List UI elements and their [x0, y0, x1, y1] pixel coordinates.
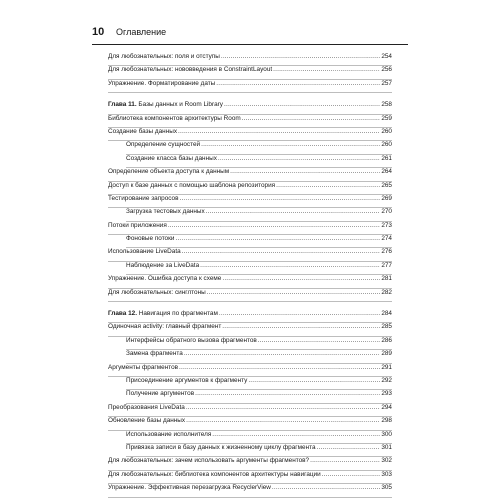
toc-page-number: 281 [381, 275, 392, 283]
toc-page-number: 302 [381, 457, 392, 465]
dot-leader [219, 310, 380, 317]
dot-leader [216, 80, 380, 87]
dot-leader [258, 337, 381, 344]
toc-page-number: 282 [381, 288, 392, 296]
toc-page-number: 300 [381, 430, 392, 438]
toc-entry-title: Определение сущностей [126, 141, 201, 149]
toc-page-number: 256 [381, 66, 392, 74]
toc-entry-title: Доступ к базе данных с помощью шаблона репозитория [108, 181, 276, 189]
dot-leader [222, 275, 380, 282]
dot-leader [273, 66, 380, 73]
toc-entry[interactable] [108, 337, 392, 350]
toc-entry[interactable] [108, 377, 392, 390]
toc-entry-title: Присоединение аргументов к фрагменту [126, 376, 248, 384]
table-of-contents [108, 53, 392, 498]
toc-page-number: 273 [381, 221, 392, 229]
toc-page-number: 265 [381, 181, 392, 189]
toc-entry-title: Упражнение. Эффективная перезагрузка RecyclerView [108, 484, 271, 492]
toc-entry-title: Наблюдение за LiveData [126, 261, 200, 269]
toc-entry[interactable] [108, 350, 392, 363]
running-title: Оглавление [116, 27, 167, 37]
toc-entry[interactable] [108, 182, 392, 195]
dot-leader [276, 182, 380, 189]
section-gap [108, 302, 392, 310]
toc-entry[interactable] [108, 141, 392, 154]
toc-entry-title: Для любознательных: библиотека компонентов архитектуры навигации [108, 470, 321, 478]
toc-entry[interactable] [108, 444, 392, 457]
toc-entry-title: Загрузка тестовых данных [126, 208, 205, 216]
toc-entry[interactable] [108, 323, 392, 336]
toc-entry[interactable] [108, 168, 392, 181]
dot-leader [230, 168, 380, 175]
toc-entry[interactable] [108, 222, 392, 235]
toc-page-number: 301 [381, 443, 392, 451]
dot-leader [207, 289, 381, 296]
toc-entry[interactable] [108, 248, 392, 261]
toc-entry[interactable] [108, 262, 392, 275]
toc-entry[interactable] [108, 128, 392, 141]
toc-entry[interactable] [108, 289, 392, 302]
toc-page-number: 274 [381, 235, 392, 243]
toc-entry[interactable] [108, 275, 392, 288]
dot-leader [184, 350, 381, 357]
toc-entry-title: Обновление базы данных [108, 417, 186, 425]
toc-entry-title: Интерфейсы обратного вызова фрагментов [126, 336, 257, 344]
dot-leader [206, 208, 381, 215]
toc-entry-title [108, 101, 223, 108]
dot-leader [224, 101, 380, 108]
toc-page-number: 276 [381, 248, 392, 256]
toc-entry-title: Фоновые потоки [126, 235, 175, 243]
toc-entry-title [108, 310, 218, 317]
toc-page-number: 260 [381, 127, 392, 135]
dot-leader [175, 235, 380, 242]
toc-entry-title: Библиотека компонентов архитектуры Room [108, 114, 241, 122]
toc-page-number: 264 [381, 168, 392, 176]
dot-leader [317, 444, 381, 451]
toc-entry-title: Привязка записи в базу данных к жизненному циклу фрагмента [126, 443, 316, 451]
chapter-title: Базы данных и Room Library [138, 101, 223, 109]
page-number: 10 [92, 26, 105, 38]
toc-page-number: 257 [381, 79, 392, 87]
dot-leader [248, 377, 380, 384]
dot-leader [179, 364, 380, 371]
chapter-number: Глава 12. [108, 310, 137, 318]
toc-entry-title: Упражнение. Форматирование даты [108, 79, 216, 87]
toc-entry-title: Потоки приложения [108, 221, 167, 229]
toc-entry[interactable] [108, 404, 392, 417]
dot-leader [182, 248, 381, 255]
toc-entry-title: Определение объекта доступа к данным [108, 168, 230, 176]
toc-entry[interactable] [108, 390, 392, 403]
dot-leader [200, 262, 380, 269]
dot-leader [186, 417, 380, 424]
toc-page-number: 294 [381, 403, 392, 411]
toc-page-number: 270 [381, 208, 392, 216]
toc-chapter-entry[interactable] [108, 310, 392, 323]
toc-page-number: 260 [381, 141, 392, 149]
toc-entry[interactable] [108, 155, 392, 168]
dot-leader [178, 128, 380, 135]
toc-page-number: 303 [381, 470, 392, 478]
toc-entry[interactable] [108, 235, 392, 248]
dot-leader [322, 471, 381, 478]
toc-entry-title: Одиночная activity: главный фрагмент [108, 323, 222, 331]
dot-leader [218, 155, 380, 162]
dot-leader [221, 53, 380, 60]
toc-entry[interactable] [108, 457, 392, 470]
toc-entry-title: Для любознательных: зачем использовать аргументы фрагментов? [108, 457, 310, 465]
toc-entry-title: Для любознательных: поля и отступы [108, 53, 220, 60]
toc-entry[interactable] [108, 80, 392, 93]
toc-entry[interactable] [108, 195, 392, 208]
dot-leader [242, 115, 381, 122]
chapter-number: Глава 11. [108, 101, 137, 109]
toc-page-number: 284 [381, 310, 392, 318]
dot-leader [201, 141, 380, 148]
chapter-title: Навигация по фрагментам [138, 310, 218, 318]
toc-page-number: 292 [381, 376, 392, 384]
toc-entry-title: Получение аргументов [126, 390, 195, 398]
toc-page-number: 289 [381, 350, 392, 358]
toc-entry[interactable] [108, 208, 392, 221]
toc-entry-title: Использование LiveData [108, 248, 181, 256]
dot-leader [222, 323, 380, 330]
toc-page-number: 261 [381, 154, 392, 162]
toc-entry[interactable] [108, 484, 392, 497]
section-gap [108, 93, 392, 101]
dot-leader [168, 222, 381, 229]
toc-entry[interactable] [108, 66, 392, 79]
dot-leader [212, 431, 380, 438]
toc-page-number: 285 [381, 323, 392, 331]
toc-entry-title: Аргументы фрагментов [108, 363, 179, 371]
toc-entry-title: Для любознательных: нововведения в ConstraintLayout [108, 66, 273, 74]
toc-page-number: 269 [381, 194, 392, 202]
toc-entry-title: Для любознательных: синглтоны [108, 288, 206, 296]
toc-entry[interactable] [108, 115, 392, 128]
toc-page-number: 305 [381, 484, 392, 492]
toc-page-number: 298 [381, 417, 392, 425]
toc-page-number: 293 [381, 390, 392, 398]
dot-leader [272, 484, 380, 491]
toc-page-number: 254 [381, 53, 392, 60]
toc-page-number: 277 [381, 261, 392, 269]
toc-page-number: 259 [381, 114, 392, 122]
toc-entry[interactable] [108, 471, 392, 484]
toc-entry[interactable] [108, 417, 392, 430]
toc-page-number: 258 [381, 101, 392, 109]
dot-leader [186, 404, 381, 411]
toc-entry-title: Создание класса базы данных [126, 154, 217, 162]
toc-entry-title: Тестирование запросов [108, 194, 179, 202]
toc-entry-title: Замена фрагмента [126, 350, 183, 358]
toc-page-number: 291 [381, 363, 392, 371]
dot-leader [195, 390, 380, 397]
toc-entry[interactable] [108, 364, 392, 377]
toc-entry-title: Создание базы данных [108, 127, 178, 135]
dot-leader [179, 195, 380, 202]
toc-entry-title: Преобразования LiveData [108, 403, 185, 411]
toc-page-number: 286 [381, 336, 392, 344]
dot-leader [310, 457, 380, 464]
running-header [92, 26, 408, 45]
toc-entry[interactable] [108, 431, 392, 444]
toc-entry[interactable] [108, 53, 392, 66]
toc-entry-title: Упражнение. Ошибка доступа к схеме [108, 275, 222, 283]
toc-chapter-entry[interactable] [108, 101, 392, 114]
toc-entry-title: Использование исполнителя [126, 430, 212, 438]
